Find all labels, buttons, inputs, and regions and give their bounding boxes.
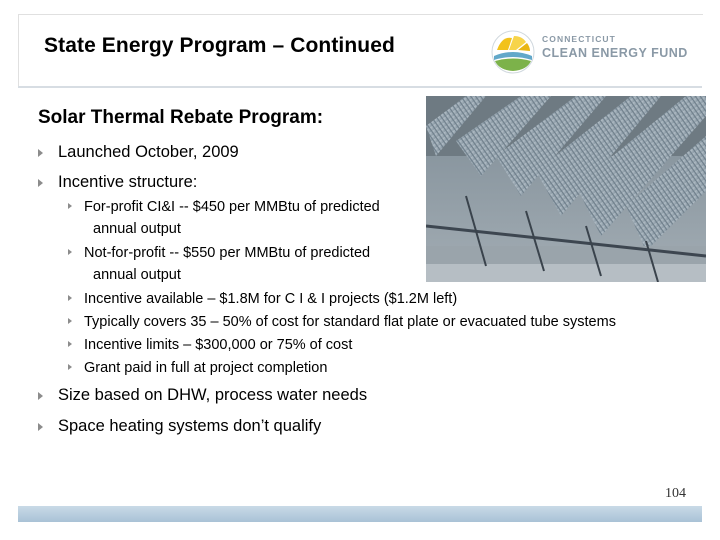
logo-line-connecticut: CONNECTICUT	[542, 34, 616, 44]
bullet-arrow-icon	[68, 318, 72, 324]
slide-title: State Energy Program – Continued	[44, 34, 395, 57]
header-divider	[18, 86, 702, 88]
logo-line-clean-energy-fund: CLEAN ENERGY FUND	[542, 45, 688, 60]
page-number: 104	[665, 486, 686, 501]
bullet-arrow-icon	[68, 249, 72, 255]
solar-panels-photo	[426, 96, 706, 282]
bullet-arrow-icon	[38, 423, 43, 431]
bullet-arrow-icon	[38, 149, 43, 157]
logo-wordmark	[542, 35, 688, 59]
bullet-arrow-icon	[68, 364, 72, 370]
sun-landscape-icon	[490, 30, 536, 74]
bullet-arrow-icon	[68, 203, 72, 209]
bullet-arrow-icon	[68, 341, 72, 347]
bullet-arrow-icon	[68, 295, 72, 301]
footer-bar	[18, 506, 702, 522]
section-heading: Solar Thermal Rebate Program:	[38, 107, 324, 128]
bullet-arrow-icon	[38, 179, 43, 187]
bullet-arrow-icon	[38, 392, 43, 400]
ct-clean-energy-fund-logo	[490, 30, 690, 74]
